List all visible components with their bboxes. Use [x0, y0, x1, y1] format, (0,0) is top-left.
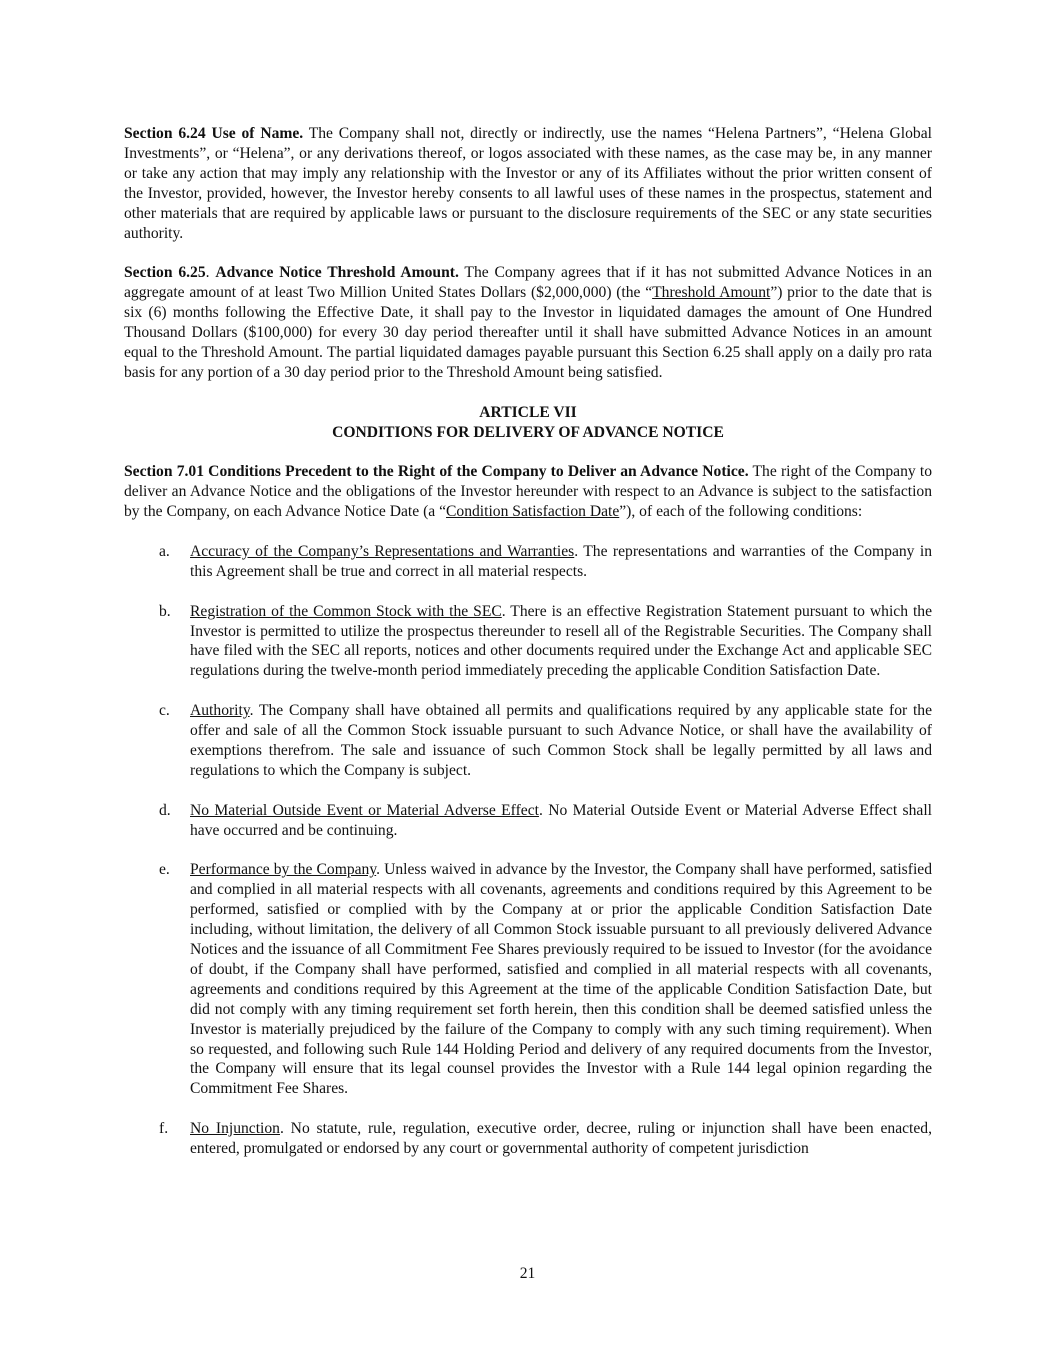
document-page: [124, 124, 932, 1179]
condition-heading: Performance by the Company: [190, 861, 377, 879]
section-6-25-text-a: The Company agrees that if it has not submitted Advance Notices in an aggregate amount of at least Two Million United States Dollars ($2,000,000) (the “: [124, 264, 932, 302]
condition-heading: No Injunction: [190, 1120, 280, 1138]
section-7-01-paragraph: [124, 462, 932, 522]
condition-body: [190, 542, 932, 582]
condition-letter: c.: [159, 702, 170, 720]
condition-letter: a.: [159, 542, 170, 560]
section-6-24-paragraph: [124, 124, 932, 243]
article-title: CONDITIONS FOR DELIVERY OF ADVANCE NOTICE: [332, 423, 724, 441]
condition-item-d: [124, 801, 932, 841]
condition-body: [190, 801, 932, 841]
section-6-25-text-b: ”) prior to the date that is six (6) months following the Effective Date, it shall pay to the Investor in liquidated damages the amount of One Hundred Thousand Dollars ($100,000) for every 30 day period thereafter until it shall have submitted Advance Notices in an amount equal to the Threshold Amount. The partial liquidated damages payable pursuant this Section 6.25 shall apply on a daily pro rata basis for any portion of a 30 day period prior to the Threshold Amount being satisfied.: [124, 284, 932, 381]
condition-satisfaction-date-term: Condition Satisfaction Date: [446, 503, 620, 521]
condition-letter: d.: [159, 801, 171, 819]
condition-heading: Accuracy of the Company’s Representations and Warranties: [190, 542, 575, 560]
section-7-01-heading: Section 7.01 Conditions Precedent to the Right of the Company to Deliver an Advance Notice.: [124, 463, 749, 481]
page-number: 21: [519, 1265, 536, 1282]
section-6-25-number: Section 6.25: [124, 264, 206, 282]
condition-body: [190, 602, 932, 682]
condition-text: . The representations and warranties of the Company in this Agreement shall be true and correct in all material respects.: [190, 542, 932, 580]
condition-body: [190, 1119, 932, 1159]
condition-text: . There is an effective Registration Statement pursuant to which the Investor is permitted to utilize the prospectus thereunder to resell all of the Registrable Securities. The Company shall have filed with the SEC all reports, notices and other documents required under the Exchange Act and applicable SEC regulations during the twelve-month period immediately preceding the applicable Condition Satisfaction Date.: [190, 602, 933, 680]
condition-letter: e.: [159, 861, 170, 879]
section-6-24-heading: Section 6.24 Use of Name.: [124, 125, 304, 142]
article-heading: [124, 403, 932, 443]
article-number: ARTICLE VII: [479, 403, 577, 421]
condition-text: . The Company shall have obtained all permits and qualifications required by any applicable state for the offer and sale of all the Common Stock issuable pursuant to such Advance Notice, or shall have the availability of exemptions therefrom. The sale and issuance of such Common Stock shall be legally permitted by all laws and regulations to which the Company is subject.: [190, 702, 932, 779]
section-7-01-text-b: ”), of each of the following conditions:: [619, 503, 863, 521]
condition-body: [190, 701, 932, 781]
section-6-25-separator: .: [205, 264, 216, 282]
section-7-01-text-a: The right of the Company to deliver an Advance Notice and the obligations of the Investor hereunder with respect to an Advance is subject to the satisfaction by the Company, on each Advance Notice Date (a “: [124, 463, 932, 521]
condition-heading: Registration of the Common Stock with the SEC: [190, 602, 502, 620]
section-6-25-heading: Advance Notice Threshold Amount.: [215, 264, 459, 282]
condition-letter: b.: [159, 602, 171, 620]
condition-item-f: [124, 1119, 932, 1159]
section-6-25-paragraph: [124, 263, 932, 382]
condition-item-e: [124, 860, 932, 1099]
condition-heading: Authority: [190, 702, 250, 720]
condition-text: . Unless waived in advance by the Investor, the Company shall have performed, satisfied and complied in all material respects with all covenants, agreements and conditions required by this Agreement to be performed, satisfied or complied with by the Company at or prior the applicable Condition Satisfaction Date including, without limitation, the delivery of all Common Stock issuable pursuant to all previously delivered Advance Notices and the issuance of all Commitment Fee Shares previously required to be issued to Investor (for the avoidance of doubt, if the Company shall have performed, satisfied and complied in all material respects with all covenants, agreements and conditions required by this Agreement at the time of the applicable Condition Satisfaction Date, but did not comply with any timing requirement set forth herein, then this condition shall be deemed satisfied unless the Investor is materially prejudiced by the failure of the Company to comply with any such timing requirement). When so requested, and following such Rule 144 Holding Period and delivery of any required documents from the Investor, the Company will ensure that its legal counsel provides the Investor with a Rule 144 legal opinion regarding the Commitment Fee Shares.: [190, 861, 932, 1098]
threshold-amount-term: Threshold Amount: [652, 284, 771, 302]
condition-body: [190, 860, 932, 1099]
condition-text: . No statute, rule, regulation, executive order, decree, ruling or injunction shall have been enacted, entered, promulgated or endorsed by any court or governmental authority of competent jurisdiction: [190, 1120, 932, 1158]
section-6-24-text: The Company shall not, directly or indirectly, use the names “Helena Partners”, “Helena Global Investments”, or “Helena”, or any derivations thereof, or logos associated with these names, as the case may be, in any manner or take any action that may imply any relationship with the Investor or any of its Affiliates without the prior written consent of the Investor, provided, however, the Investor hereby consents to all lawful uses of these names in the prospectus, statement and other materials that are required by applicable laws or pursuant to the disclosure requirements of the SEC or any state securities authority.: [124, 125, 932, 242]
condition-text: . No Material Outside Event or Material Adverse Effect shall have occurred and be continuing.: [190, 801, 932, 839]
condition-item-a: [124, 542, 932, 582]
condition-item-b: [124, 602, 932, 682]
condition-letter: f.: [159, 1120, 169, 1138]
condition-heading: No Material Outside Event or Material Adverse Effect: [190, 801, 539, 819]
condition-item-c: [124, 701, 932, 781]
